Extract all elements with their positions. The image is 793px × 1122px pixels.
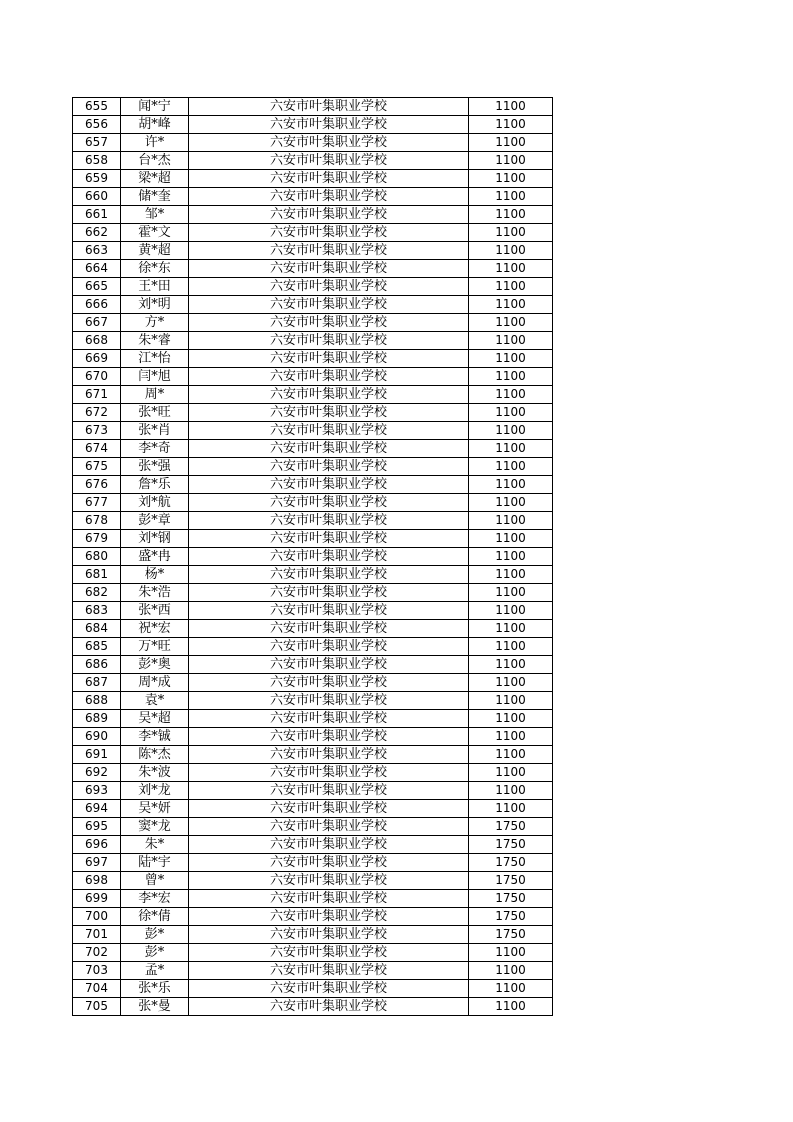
amount-cell: 1100: [469, 440, 553, 458]
row-number-cell: 691: [73, 746, 121, 764]
amount-cell: 1100: [469, 386, 553, 404]
student-name-cell: 朱*浩: [121, 584, 189, 602]
row-number-cell: 671: [73, 386, 121, 404]
school-name-cell: 六安市叶集职业学校: [189, 494, 469, 512]
table-row: [73, 980, 553, 998]
table-row: [73, 242, 553, 260]
amount-cell: 1100: [469, 584, 553, 602]
table-row: [73, 422, 553, 440]
student-name-cell: 彭*: [121, 926, 189, 944]
table-row: [73, 386, 553, 404]
amount-cell: 1100: [469, 494, 553, 512]
table-row: [73, 710, 553, 728]
row-number-cell: 670: [73, 368, 121, 386]
amount-cell: 1100: [469, 656, 553, 674]
row-number-cell: 679: [73, 530, 121, 548]
table-row: [73, 530, 553, 548]
amount-cell: 1100: [469, 764, 553, 782]
row-number-cell: 664: [73, 260, 121, 278]
student-name-cell: 张*肖: [121, 422, 189, 440]
school-name-cell: 六安市叶集职业学校: [189, 440, 469, 458]
table-row: [73, 692, 553, 710]
table-row: [73, 566, 553, 584]
student-name-cell: 储*奎: [121, 188, 189, 206]
roster-body: [73, 98, 553, 1016]
school-name-cell: 六安市叶集职业学校: [189, 584, 469, 602]
school-name-cell: 六安市叶集职业学校: [189, 188, 469, 206]
school-name-cell: 六安市叶集职业学校: [189, 962, 469, 980]
row-number-cell: 703: [73, 962, 121, 980]
school-name-cell: 六安市叶集职业学校: [189, 548, 469, 566]
school-name-cell: 六安市叶集职业学校: [189, 116, 469, 134]
amount-cell: 1100: [469, 566, 553, 584]
student-name-cell: 徐*东: [121, 260, 189, 278]
student-name-cell: 朱*睿: [121, 332, 189, 350]
school-name-cell: 六安市叶集职业学校: [189, 980, 469, 998]
school-name-cell: 六安市叶集职业学校: [189, 944, 469, 962]
student-name-cell: 黄*超: [121, 242, 189, 260]
student-name-cell: 詹*乐: [121, 476, 189, 494]
student-name-cell: 张*旺: [121, 404, 189, 422]
school-name-cell: 六安市叶集职业学校: [189, 458, 469, 476]
school-name-cell: 六安市叶集职业学校: [189, 566, 469, 584]
table-row: [73, 494, 553, 512]
amount-cell: 1100: [469, 962, 553, 980]
row-number-cell: 687: [73, 674, 121, 692]
table-row: [73, 404, 553, 422]
table-row: [73, 962, 553, 980]
student-name-cell: 朱*波: [121, 764, 189, 782]
row-number-cell: 695: [73, 818, 121, 836]
row-number-cell: 674: [73, 440, 121, 458]
amount-cell: 1100: [469, 152, 553, 170]
amount-cell: 1750: [469, 854, 553, 872]
amount-cell: 1750: [469, 890, 553, 908]
student-name-cell: 霍*文: [121, 224, 189, 242]
amount-cell: 1100: [469, 98, 553, 116]
table-row: [73, 224, 553, 242]
amount-cell: 1750: [469, 926, 553, 944]
table-row: [73, 782, 553, 800]
table-row: [73, 260, 553, 278]
amount-cell: 1100: [469, 296, 553, 314]
row-number-cell: 663: [73, 242, 121, 260]
school-name-cell: 六安市叶集职业学校: [189, 854, 469, 872]
row-number-cell: 702: [73, 944, 121, 962]
table-row: [73, 656, 553, 674]
school-name-cell: 六安市叶集职业学校: [189, 98, 469, 116]
row-number-cell: 672: [73, 404, 121, 422]
amount-cell: 1100: [469, 692, 553, 710]
amount-cell: 1100: [469, 260, 553, 278]
student-name-cell: 周*成: [121, 674, 189, 692]
amount-cell: 1100: [469, 620, 553, 638]
table-row: [73, 332, 553, 350]
row-number-cell: 689: [73, 710, 121, 728]
row-number-cell: 693: [73, 782, 121, 800]
row-number-cell: 676: [73, 476, 121, 494]
row-number-cell: 657: [73, 134, 121, 152]
school-name-cell: 六安市叶集职业学校: [189, 764, 469, 782]
student-name-cell: 吴*超: [121, 710, 189, 728]
school-name-cell: 六安市叶集职业学校: [189, 224, 469, 242]
amount-cell: 1100: [469, 710, 553, 728]
table-row: [73, 440, 553, 458]
table-row: [73, 818, 553, 836]
student-name-cell: 胡*峰: [121, 116, 189, 134]
table-row: [73, 548, 553, 566]
table-row: [73, 188, 553, 206]
table-row: [73, 854, 553, 872]
amount-cell: 1100: [469, 278, 553, 296]
row-number-cell: 692: [73, 764, 121, 782]
table-row: [73, 836, 553, 854]
row-number-cell: 701: [73, 926, 121, 944]
student-name-cell: 祝*宏: [121, 620, 189, 638]
table-row: [73, 98, 553, 116]
amount-cell: 1100: [469, 116, 553, 134]
amount-cell: 1100: [469, 980, 553, 998]
student-name-cell: 朱*: [121, 836, 189, 854]
school-name-cell: 六安市叶集职业学校: [189, 836, 469, 854]
student-name-cell: 王*田: [121, 278, 189, 296]
student-name-cell: 张*强: [121, 458, 189, 476]
school-name-cell: 六安市叶集职业学校: [189, 422, 469, 440]
table-row: [73, 350, 553, 368]
school-name-cell: 六安市叶集职业学校: [189, 404, 469, 422]
school-name-cell: 六安市叶集职业学校: [189, 386, 469, 404]
school-name-cell: 六安市叶集职业学校: [189, 872, 469, 890]
row-number-cell: 700: [73, 908, 121, 926]
student-name-cell: 台*杰: [121, 152, 189, 170]
school-name-cell: 六安市叶集职业学校: [189, 674, 469, 692]
school-name-cell: 六安市叶集职业学校: [189, 206, 469, 224]
student-name-cell: 刘*钢: [121, 530, 189, 548]
table-row: [73, 476, 553, 494]
school-name-cell: 六安市叶集职业学校: [189, 170, 469, 188]
amount-cell: 1100: [469, 530, 553, 548]
table-row: [73, 872, 553, 890]
school-name-cell: 六安市叶集职业学校: [189, 368, 469, 386]
row-number-cell: 678: [73, 512, 121, 530]
row-number-cell: 683: [73, 602, 121, 620]
table-row: [73, 746, 553, 764]
row-number-cell: 675: [73, 458, 121, 476]
row-number-cell: 686: [73, 656, 121, 674]
row-number-cell: 680: [73, 548, 121, 566]
row-number-cell: 705: [73, 998, 121, 1016]
amount-cell: 1750: [469, 836, 553, 854]
row-number-cell: 696: [73, 836, 121, 854]
amount-cell: 1100: [469, 206, 553, 224]
student-name-cell: 盛*冉: [121, 548, 189, 566]
amount-cell: 1100: [469, 638, 553, 656]
row-number-cell: 668: [73, 332, 121, 350]
amount-cell: 1100: [469, 350, 553, 368]
amount-cell: 1750: [469, 872, 553, 890]
table-row: [73, 908, 553, 926]
amount-cell: 1100: [469, 188, 553, 206]
school-name-cell: 六安市叶集职业学校: [189, 152, 469, 170]
school-name-cell: 六安市叶集职业学校: [189, 134, 469, 152]
school-name-cell: 六安市叶集职业学校: [189, 332, 469, 350]
amount-cell: 1100: [469, 782, 553, 800]
amount-cell: 1100: [469, 800, 553, 818]
amount-cell: 1100: [469, 548, 553, 566]
amount-cell: 1100: [469, 314, 553, 332]
student-name-cell: 刘*航: [121, 494, 189, 512]
student-name-cell: 李*奇: [121, 440, 189, 458]
table-row: [73, 944, 553, 962]
school-name-cell: 六安市叶集职业学校: [189, 800, 469, 818]
amount-cell: 1100: [469, 224, 553, 242]
amount-cell: 1100: [469, 728, 553, 746]
row-number-cell: 656: [73, 116, 121, 134]
table-row: [73, 296, 553, 314]
row-number-cell: 665: [73, 278, 121, 296]
school-name-cell: 六安市叶集职业学校: [189, 620, 469, 638]
student-name-cell: 闫*旭: [121, 368, 189, 386]
school-name-cell: 六安市叶集职业学校: [189, 314, 469, 332]
student-name-cell: 周*: [121, 386, 189, 404]
row-number-cell: 684: [73, 620, 121, 638]
amount-cell: 1100: [469, 512, 553, 530]
table-row: [73, 152, 553, 170]
student-name-cell: 张*曼: [121, 998, 189, 1016]
row-number-cell: 655: [73, 98, 121, 116]
student-name-cell: 万*旺: [121, 638, 189, 656]
student-name-cell: 张*西: [121, 602, 189, 620]
table-row: [73, 926, 553, 944]
school-name-cell: 六安市叶集职业学校: [189, 710, 469, 728]
student-name-cell: 梁*超: [121, 170, 189, 188]
table-row: [73, 638, 553, 656]
student-name-cell: 张*乐: [121, 980, 189, 998]
school-name-cell: 六安市叶集职业学校: [189, 350, 469, 368]
school-name-cell: 六安市叶集职业学校: [189, 746, 469, 764]
school-name-cell: 六安市叶集职业学校: [189, 908, 469, 926]
table-row: [73, 800, 553, 818]
table-row: [73, 620, 553, 638]
row-number-cell: 660: [73, 188, 121, 206]
amount-cell: 1100: [469, 998, 553, 1016]
student-name-cell: 许*: [121, 134, 189, 152]
student-name-cell: 杨*: [121, 566, 189, 584]
row-number-cell: 658: [73, 152, 121, 170]
row-number-cell: 690: [73, 728, 121, 746]
school-name-cell: 六安市叶集职业学校: [189, 278, 469, 296]
student-name-cell: 刘*明: [121, 296, 189, 314]
row-number-cell: 669: [73, 350, 121, 368]
student-name-cell: 闻*宁: [121, 98, 189, 116]
table-row: [73, 116, 553, 134]
row-number-cell: 688: [73, 692, 121, 710]
amount-cell: 1100: [469, 404, 553, 422]
row-number-cell: 699: [73, 890, 121, 908]
amount-cell: 1100: [469, 944, 553, 962]
student-name-cell: 江*怡: [121, 350, 189, 368]
school-name-cell: 六安市叶集职业学校: [189, 692, 469, 710]
student-name-cell: 彭*章: [121, 512, 189, 530]
roster-table: [72, 97, 553, 1016]
table-row: [73, 278, 553, 296]
table-row: [73, 728, 553, 746]
row-number-cell: 659: [73, 170, 121, 188]
school-name-cell: 六安市叶集职业学校: [189, 260, 469, 278]
school-name-cell: 六安市叶集职业学校: [189, 242, 469, 260]
row-number-cell: 662: [73, 224, 121, 242]
table-row: [73, 314, 553, 332]
amount-cell: 1100: [469, 134, 553, 152]
table-row: [73, 512, 553, 530]
amount-cell: 1750: [469, 818, 553, 836]
amount-cell: 1100: [469, 332, 553, 350]
student-name-cell: 方*: [121, 314, 189, 332]
student-name-cell: 李*宏: [121, 890, 189, 908]
student-name-cell: 曾*: [121, 872, 189, 890]
school-name-cell: 六安市叶集职业学校: [189, 818, 469, 836]
student-name-cell: 孟*: [121, 962, 189, 980]
school-name-cell: 六安市叶集职业学校: [189, 296, 469, 314]
table-row: [73, 458, 553, 476]
row-number-cell: 677: [73, 494, 121, 512]
school-name-cell: 六安市叶集职业学校: [189, 890, 469, 908]
student-name-cell: 窦*龙: [121, 818, 189, 836]
row-number-cell: 673: [73, 422, 121, 440]
amount-cell: 1100: [469, 242, 553, 260]
school-name-cell: 六安市叶集职业学校: [189, 602, 469, 620]
student-name-cell: 刘*龙: [121, 782, 189, 800]
row-number-cell: 694: [73, 800, 121, 818]
table-row: [73, 674, 553, 692]
student-name-cell: 徐*倩: [121, 908, 189, 926]
student-name-cell: 李*铖: [121, 728, 189, 746]
table-row: [73, 998, 553, 1016]
school-name-cell: 六安市叶集职业学校: [189, 530, 469, 548]
table-row: [73, 584, 553, 602]
row-number-cell: 704: [73, 980, 121, 998]
student-name-cell: 彭*: [121, 944, 189, 962]
student-name-cell: 彭*奥: [121, 656, 189, 674]
student-name-cell: 邹*: [121, 206, 189, 224]
table-row: [73, 170, 553, 188]
row-number-cell: 661: [73, 206, 121, 224]
amount-cell: 1100: [469, 476, 553, 494]
table-row: [73, 134, 553, 152]
amount-cell: 1100: [469, 368, 553, 386]
row-number-cell: 685: [73, 638, 121, 656]
row-number-cell: 681: [73, 566, 121, 584]
amount-cell: 1100: [469, 674, 553, 692]
table-row: [73, 764, 553, 782]
table-row: [73, 368, 553, 386]
amount-cell: 1750: [469, 908, 553, 926]
school-name-cell: 六安市叶集职业学校: [189, 476, 469, 494]
row-number-cell: 666: [73, 296, 121, 314]
school-name-cell: 六安市叶集职业学校: [189, 998, 469, 1016]
school-name-cell: 六安市叶集职业学校: [189, 728, 469, 746]
school-name-cell: 六安市叶集职业学校: [189, 512, 469, 530]
table-row: [73, 602, 553, 620]
amount-cell: 1100: [469, 458, 553, 476]
school-name-cell: 六安市叶集职业学校: [189, 782, 469, 800]
school-name-cell: 六安市叶集职业学校: [189, 638, 469, 656]
amount-cell: 1100: [469, 170, 553, 188]
table-row: [73, 890, 553, 908]
student-name-cell: 陈*杰: [121, 746, 189, 764]
row-number-cell: 698: [73, 872, 121, 890]
row-number-cell: 667: [73, 314, 121, 332]
row-number-cell: 697: [73, 854, 121, 872]
row-number-cell: 682: [73, 584, 121, 602]
student-name-cell: 袁*: [121, 692, 189, 710]
amount-cell: 1100: [469, 746, 553, 764]
table-row: [73, 206, 553, 224]
student-name-cell: 陆*宇: [121, 854, 189, 872]
school-name-cell: 六安市叶集职业学校: [189, 656, 469, 674]
amount-cell: 1100: [469, 422, 553, 440]
student-name-cell: 吴*妍: [121, 800, 189, 818]
school-name-cell: 六安市叶集职业学校: [189, 926, 469, 944]
amount-cell: 1100: [469, 602, 553, 620]
